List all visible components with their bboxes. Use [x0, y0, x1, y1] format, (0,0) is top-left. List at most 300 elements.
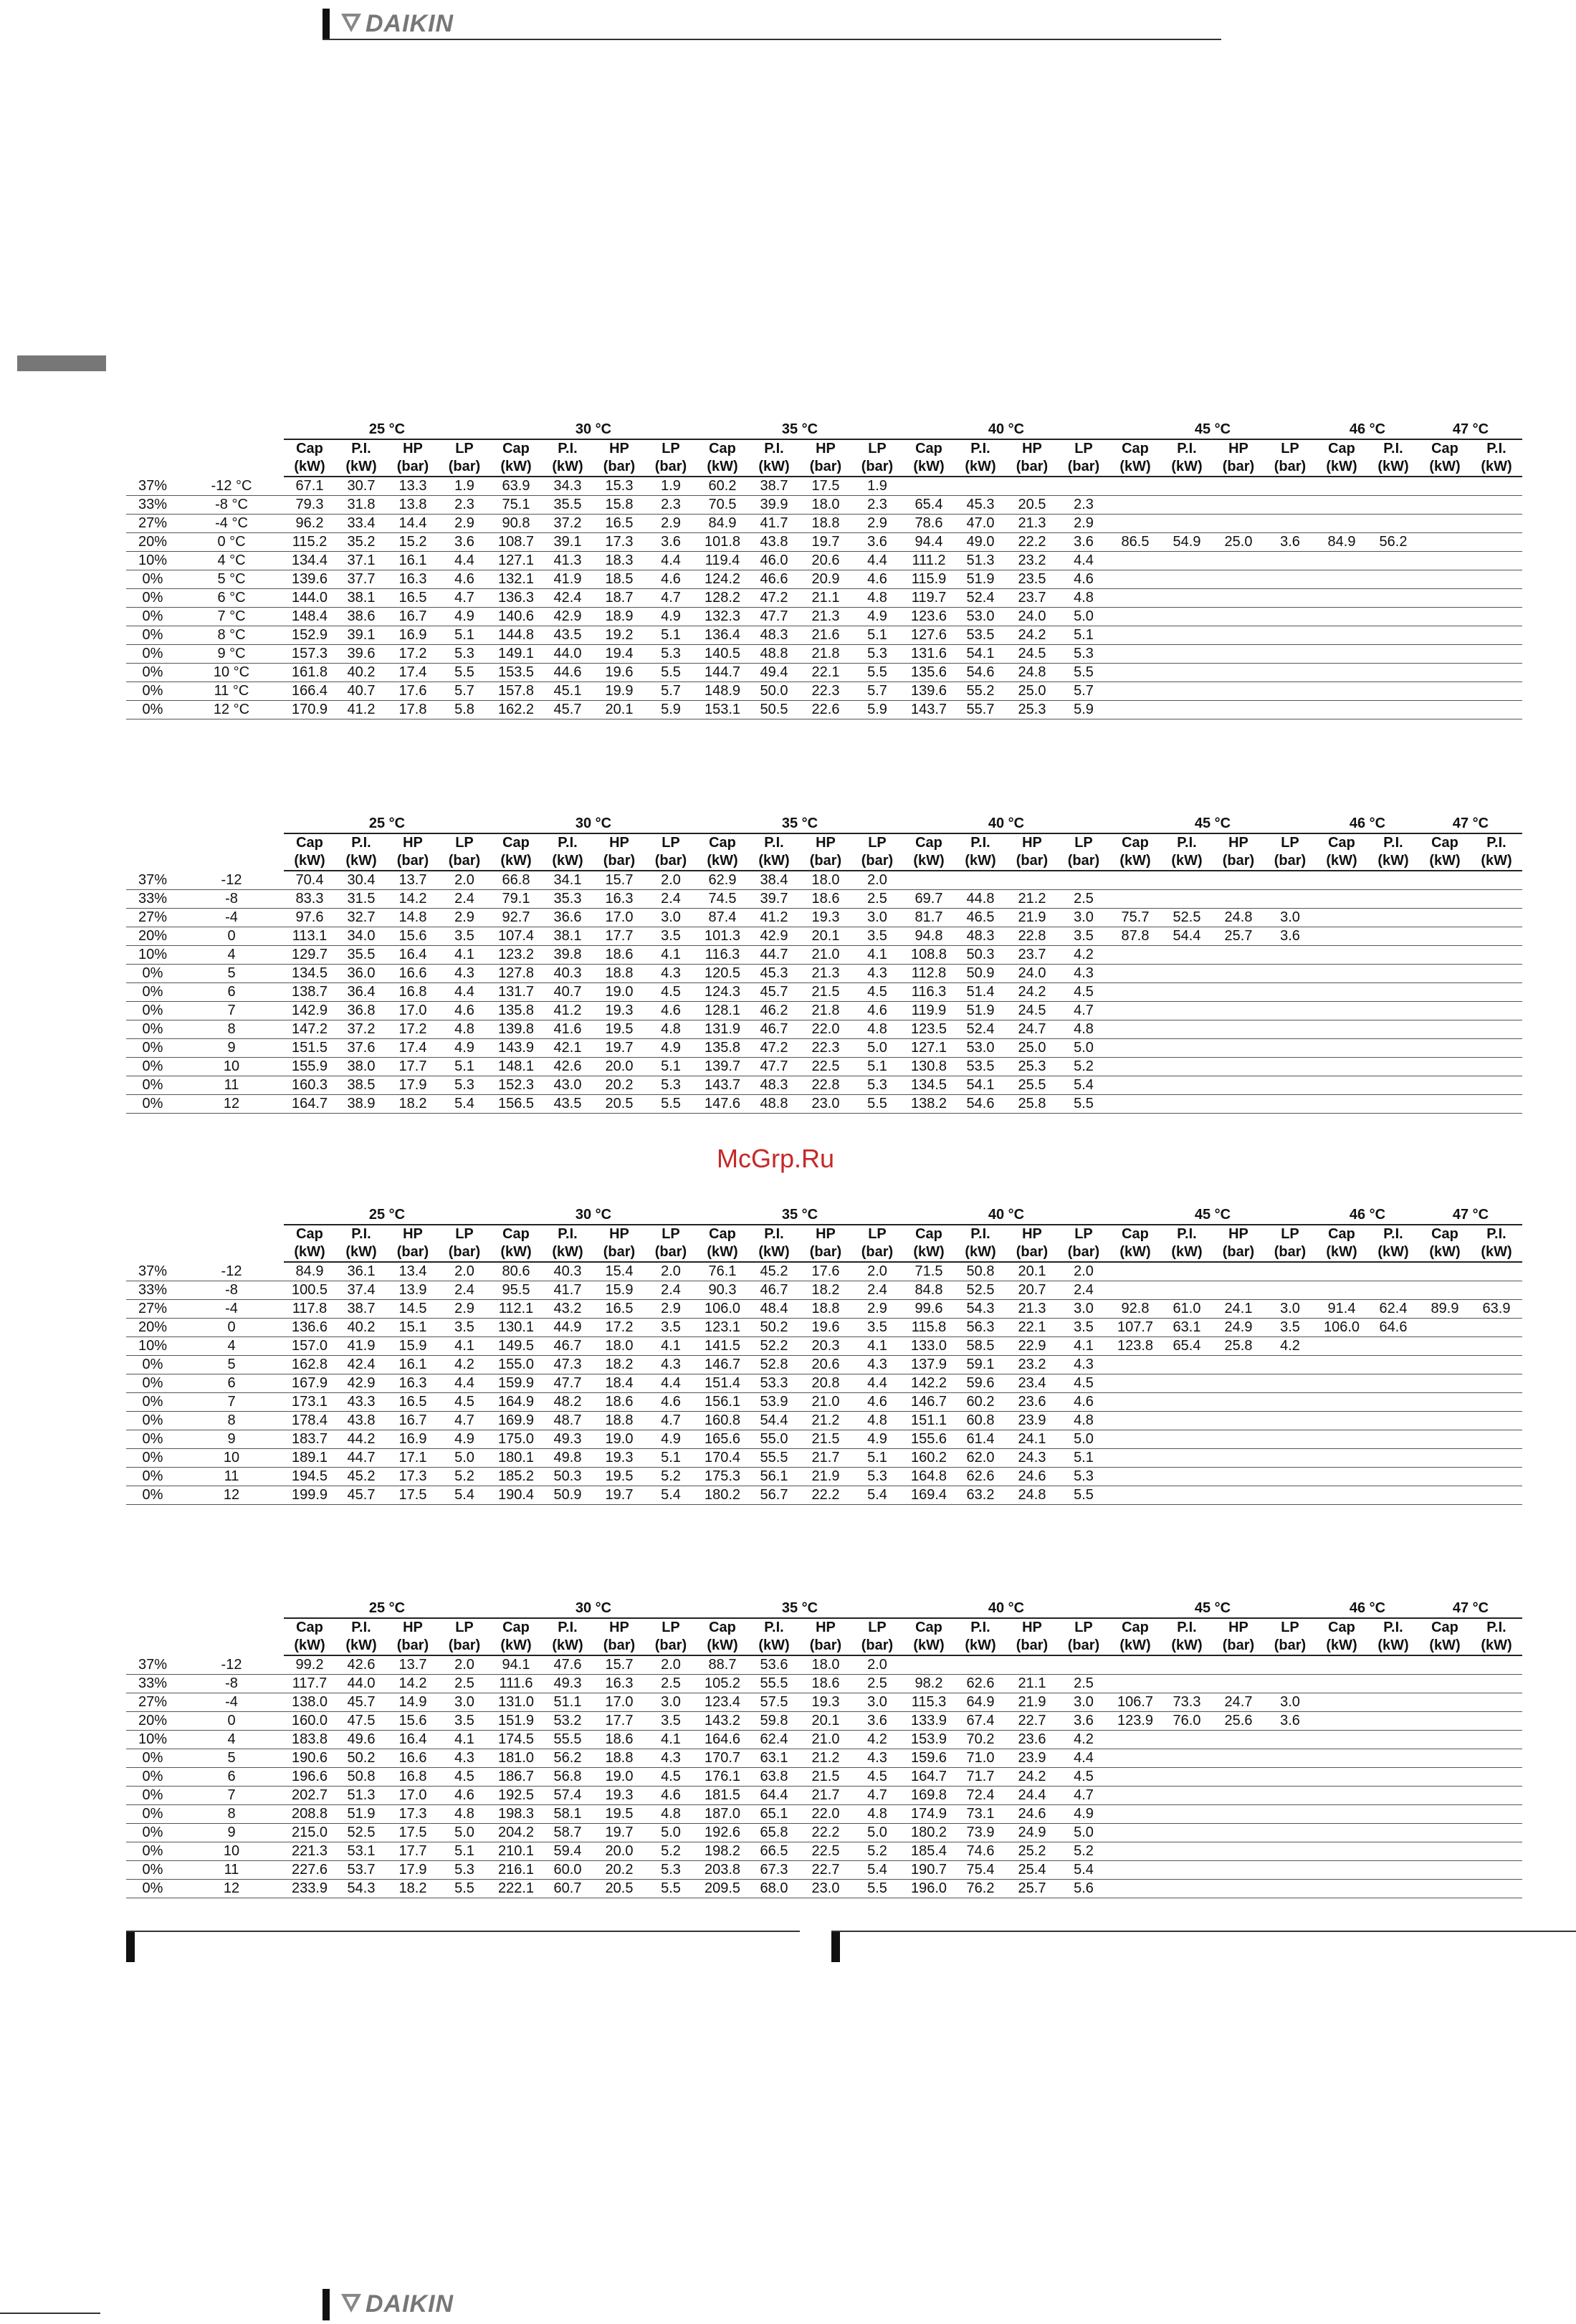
header-unit: (kW): [748, 1243, 800, 1262]
value-cell: [1264, 589, 1316, 608]
value-cell: 181.5: [697, 1787, 748, 1805]
value-cell: 51.4: [955, 983, 1006, 1002]
value-cell: 5.7: [851, 682, 903, 701]
value-cell: [1367, 645, 1419, 664]
value-cell: 153.5: [490, 664, 542, 682]
header-row-temperature: [126, 1206, 1576, 1225]
value-cell: [1316, 1749, 1367, 1768]
value-cell: [1161, 1449, 1213, 1468]
value-cell: 4.3: [645, 965, 697, 983]
value-cell: 21.5: [800, 1430, 851, 1449]
value-cell: 56.8: [542, 1768, 593, 1787]
value-cell: 21.0: [800, 1393, 851, 1412]
value-cell: 22.7: [1006, 1712, 1058, 1731]
value-cell: [1213, 1020, 1264, 1039]
value-cell: [1471, 1731, 1522, 1749]
value-cell: [1161, 570, 1213, 589]
value-cell: 4.7: [1058, 1787, 1109, 1805]
value-cell: 15.4: [593, 1262, 645, 1281]
value-cell: [1419, 1787, 1471, 1805]
value-cell: 65.1: [748, 1805, 800, 1824]
ambient-temp-cell: 10: [179, 1449, 284, 1468]
header-temperature: 35 °C: [697, 421, 903, 439]
value-cell: 15.6: [387, 927, 439, 946]
value-cell: [1109, 1039, 1161, 1058]
ambient-temp-cell: 0: [179, 1319, 284, 1337]
value-cell: 4.2: [439, 1356, 490, 1374]
value-cell: [1213, 965, 1264, 983]
header-temperature: 40 °C: [903, 421, 1109, 439]
ambient-temp-cell: 10: [179, 1842, 284, 1861]
value-cell: 16.5: [593, 515, 645, 533]
value-cell: 4.9: [645, 1430, 697, 1449]
header-temperature: 46 °C: [1316, 1206, 1419, 1225]
value-cell: 2.9: [851, 515, 903, 533]
value-cell: 16.5: [387, 1393, 439, 1412]
value-cell: 20.1: [1006, 1262, 1058, 1281]
value-cell: 47.7: [748, 1058, 800, 1076]
value-cell: 4.5: [1058, 983, 1109, 1002]
value-cell: [1367, 1356, 1419, 1374]
value-cell: 35.5: [542, 496, 593, 515]
value-cell: 76.1: [697, 1262, 748, 1281]
header-unit: (kW): [1161, 1637, 1213, 1655]
value-cell: [1316, 927, 1367, 946]
value-cell: 215.0: [284, 1824, 335, 1842]
value-cell: 175.3: [697, 1468, 748, 1486]
value-cell: 43.8: [748, 533, 800, 552]
value-cell: 164.7: [284, 1095, 335, 1114]
value-cell: [1264, 477, 1316, 496]
ambient-temp-cell: 4: [179, 1337, 284, 1356]
value-cell: [1471, 1412, 1522, 1430]
value-cell: 155.0: [490, 1356, 542, 1374]
value-cell: [1471, 701, 1522, 719]
value-cell: 4.7: [439, 1412, 490, 1430]
value-cell: 61.4: [955, 1430, 1006, 1449]
value-cell: 5.0: [645, 1824, 697, 1842]
value-cell: [1367, 1675, 1419, 1693]
value-cell: 24.2: [1006, 983, 1058, 1002]
ambient-temp-cell: 11: [179, 1861, 284, 1880]
value-cell: [1419, 589, 1471, 608]
value-cell: 4.6: [645, 570, 697, 589]
value-cell: [1367, 1281, 1419, 1300]
value-cell: 135.8: [490, 1002, 542, 1020]
value-cell: 22.0: [800, 1020, 851, 1039]
value-cell: 146.7: [903, 1393, 955, 1412]
table-row: [126, 1262, 1576, 1281]
value-cell: 20.1: [800, 1712, 851, 1731]
value-cell: 20.2: [593, 1861, 645, 1880]
value-cell: 2.0: [439, 871, 490, 890]
value-cell: 18.8: [593, 1412, 645, 1430]
value-cell: 2.4: [439, 1281, 490, 1300]
ambient-temp-cell: 0 °C: [179, 533, 284, 552]
value-cell: 202.7: [284, 1787, 335, 1805]
value-cell: 17.7: [387, 1058, 439, 1076]
value-cell: [1264, 1095, 1316, 1114]
value-cell: 2.3: [851, 496, 903, 515]
value-cell: 36.6: [542, 909, 593, 927]
value-cell: [1367, 1861, 1419, 1880]
load-percent-cell: 0%: [126, 1430, 179, 1449]
value-cell: [1419, 515, 1471, 533]
value-cell: [1213, 1675, 1264, 1693]
header-unit: (bar): [387, 1637, 439, 1655]
value-cell: 25.8: [1213, 1337, 1264, 1356]
value-cell: [1316, 909, 1367, 927]
value-cell: [1161, 1861, 1213, 1880]
value-cell: 139.6: [284, 570, 335, 589]
header-quantity: Cap: [915, 441, 942, 456]
header-quantity: Cap: [1431, 1226, 1458, 1242]
header-unit: (kW): [1367, 458, 1419, 477]
value-cell: 115.8: [903, 1319, 955, 1337]
value-cell: 161.8: [284, 664, 335, 682]
value-cell: [1367, 1655, 1419, 1675]
value-cell: 25.6: [1213, 1712, 1264, 1731]
value-cell: 50.3: [955, 946, 1006, 965]
value-cell: [1264, 1039, 1316, 1058]
header-unit: (kW): [490, 458, 542, 477]
value-cell: 123.2: [490, 946, 542, 965]
value-cell: [1367, 1076, 1419, 1095]
table-row: [126, 1693, 1576, 1712]
load-percent-cell: 0%: [126, 965, 179, 983]
table-row: [126, 1356, 1576, 1374]
header-quantity: P.I.: [1383, 441, 1403, 456]
value-cell: [1109, 645, 1161, 664]
value-cell: 52.5: [1161, 909, 1213, 927]
side-tab: [17, 355, 106, 371]
value-cell: 36.8: [335, 1002, 387, 1020]
value-cell: 156.1: [697, 1393, 748, 1412]
header-quantity: P.I.: [558, 1620, 578, 1635]
header-unit: (kW): [1316, 852, 1367, 871]
value-cell: 91.4: [1316, 1300, 1367, 1319]
header-unit: (kW): [1109, 458, 1161, 477]
header-unit: (kW): [1419, 852, 1471, 871]
value-cell: 42.9: [748, 927, 800, 946]
header-quantity: Cap: [1328, 1620, 1355, 1635]
value-cell: 131.9: [697, 1020, 748, 1039]
value-cell: 41.2: [748, 909, 800, 927]
load-percent-cell: 10%: [126, 1337, 179, 1356]
value-cell: 166.4: [284, 682, 335, 701]
value-cell: 16.3: [593, 1675, 645, 1693]
table-row: [126, 1675, 1576, 1693]
value-cell: [1264, 608, 1316, 626]
value-cell: 123.9: [1109, 1712, 1161, 1731]
value-cell: 25.2: [1006, 1842, 1058, 1861]
value-cell: 48.8: [748, 645, 800, 664]
value-cell: 62.0: [955, 1449, 1006, 1468]
value-cell: [1367, 1374, 1419, 1393]
value-cell: 20.5: [593, 1880, 645, 1898]
header-unit: (bar): [851, 852, 903, 871]
value-cell: [1367, 1880, 1419, 1898]
value-cell: 138.2: [903, 1095, 955, 1114]
header-quantity: P.I.: [1486, 835, 1506, 851]
value-cell: [1109, 890, 1161, 909]
value-cell: 164.8: [903, 1468, 955, 1486]
load-percent-cell: 0%: [126, 1486, 179, 1505]
value-cell: 123.5: [903, 1020, 955, 1039]
value-cell: [1316, 1430, 1367, 1449]
header-temperature: 25 °C: [284, 421, 490, 439]
value-cell: 35.2: [335, 533, 387, 552]
table-row: [126, 1300, 1576, 1319]
value-cell: 18.6: [593, 1393, 645, 1412]
value-cell: 3.5: [645, 927, 697, 946]
value-cell: [1316, 682, 1367, 701]
page-footer: [323, 2289, 1221, 2320]
header-row-quantity: [126, 1225, 1576, 1243]
header-quantity: LP: [1074, 835, 1093, 851]
value-cell: [1367, 927, 1419, 946]
header-unit: (kW): [903, 1637, 955, 1655]
value-cell: 153.9: [903, 1731, 955, 1749]
table-row: [126, 1861, 1576, 1880]
value-cell: 175.0: [490, 1430, 542, 1449]
value-cell: 17.7: [387, 1842, 439, 1861]
value-cell: [1471, 1787, 1522, 1805]
value-cell: 157.0: [284, 1337, 335, 1356]
value-cell: [1161, 608, 1213, 626]
value-cell: 48.3: [955, 927, 1006, 946]
value-cell: 199.9: [284, 1486, 335, 1505]
value-cell: 111.2: [903, 552, 955, 570]
value-cell: [1367, 1486, 1419, 1505]
header-quantity: Cap: [1328, 1226, 1355, 1242]
value-cell: 70.4: [284, 871, 335, 890]
header-unit: (bar): [851, 1637, 903, 1655]
value-cell: 4.9: [1058, 1805, 1109, 1824]
header-blank: [126, 1637, 284, 1655]
load-percent-cell: 0%: [126, 1393, 179, 1412]
value-cell: [1316, 1468, 1367, 1486]
value-cell: [1316, 645, 1367, 664]
value-cell: 16.4: [387, 1731, 439, 1749]
value-cell: 119.9: [903, 1002, 955, 1020]
value-cell: 4.3: [1058, 965, 1109, 983]
value-cell: [1471, 1768, 1522, 1787]
value-cell: 192.6: [697, 1824, 748, 1842]
value-cell: [1419, 1039, 1471, 1058]
value-cell: 40.3: [542, 1262, 593, 1281]
value-cell: 42.1: [542, 1039, 593, 1058]
value-cell: 17.7: [593, 1712, 645, 1731]
value-cell: [1213, 682, 1264, 701]
value-cell: 115.3: [903, 1693, 955, 1712]
value-cell: [1109, 1020, 1161, 1039]
load-percent-cell: 27%: [126, 515, 179, 533]
header-quantity: P.I.: [970, 835, 990, 851]
value-cell: 2.4: [439, 890, 490, 909]
value-cell: 130.1: [490, 1319, 542, 1337]
value-cell: [1264, 1020, 1316, 1039]
value-cell: 164.6: [697, 1731, 748, 1749]
value-cell: 5.1: [851, 626, 903, 645]
value-cell: 55.5: [748, 1449, 800, 1468]
value-cell: 43.8: [335, 1412, 387, 1430]
value-cell: 55.2: [955, 682, 1006, 701]
value-cell: [1109, 1095, 1161, 1114]
value-cell: 51.9: [955, 1002, 1006, 1020]
value-cell: 14.9: [387, 1693, 439, 1712]
value-cell: 18.0: [800, 496, 851, 515]
value-cell: 4.9: [645, 608, 697, 626]
value-cell: 2.3: [645, 496, 697, 515]
value-cell: 95.5: [490, 1281, 542, 1300]
value-cell: [1471, 1020, 1522, 1039]
value-cell: 41.7: [748, 515, 800, 533]
value-cell: [1419, 682, 1471, 701]
value-cell: 52.2: [748, 1337, 800, 1356]
value-cell: 174.9: [903, 1805, 955, 1824]
value-cell: 135.6: [903, 664, 955, 682]
ambient-temp-cell: -12: [179, 1655, 284, 1675]
value-cell: 5.5: [851, 664, 903, 682]
table-row: [126, 1002, 1576, 1020]
header-blank: [126, 1618, 284, 1637]
header-quantity: LP: [455, 835, 474, 851]
header-quantity: HP: [1022, 1226, 1042, 1242]
value-cell: 19.0: [593, 1768, 645, 1787]
value-cell: [1109, 1675, 1161, 1693]
header-quantity: Cap: [502, 441, 530, 456]
value-cell: [1316, 1039, 1367, 1058]
header-unit: (kW): [697, 1637, 748, 1655]
value-cell: [1471, 570, 1522, 589]
load-percent-cell: 10%: [126, 552, 179, 570]
header-unit: (bar): [800, 458, 851, 477]
value-cell: [1471, 1430, 1522, 1449]
value-cell: [1316, 1002, 1367, 1020]
value-cell: [1471, 965, 1522, 983]
header-quantity: LP: [1281, 441, 1299, 456]
value-cell: 36.1: [335, 1262, 387, 1281]
value-cell: 16.1: [387, 552, 439, 570]
value-cell: 53.0: [955, 608, 1006, 626]
header-unit: (bar): [851, 1243, 903, 1262]
value-cell: [1161, 645, 1213, 664]
value-cell: 5.2: [439, 1468, 490, 1486]
header-row-quantity: [126, 1618, 1576, 1637]
value-cell: [1419, 927, 1471, 946]
value-cell: 16.3: [387, 570, 439, 589]
value-cell: 21.1: [800, 589, 851, 608]
value-cell: [1109, 1058, 1161, 1076]
value-cell: 3.5: [645, 1319, 697, 1337]
value-cell: 106.0: [697, 1300, 748, 1319]
value-cell: [1419, 1486, 1471, 1505]
value-cell: 44.0: [542, 645, 593, 664]
value-cell: 67.3: [748, 1861, 800, 1880]
value-cell: 5.4: [1058, 1076, 1109, 1095]
value-cell: 5.4: [1058, 1861, 1109, 1880]
value-cell: [1367, 1449, 1419, 1468]
value-cell: 148.9: [697, 682, 748, 701]
value-cell: [1264, 1655, 1316, 1675]
value-cell: 4.4: [439, 1374, 490, 1393]
value-cell: 63.9: [1471, 1300, 1522, 1319]
value-cell: [1264, 515, 1316, 533]
header-quantity: LP: [662, 1620, 680, 1635]
value-cell: 31.5: [335, 890, 387, 909]
value-cell: [1264, 1880, 1316, 1898]
value-cell: [1161, 1842, 1213, 1861]
header-temperature: 40 °C: [903, 1206, 1109, 1225]
table-row: [126, 1430, 1576, 1449]
value-cell: 16.6: [387, 1749, 439, 1768]
header-unit: (bar): [1213, 458, 1264, 477]
value-cell: [1264, 1430, 1316, 1449]
value-cell: 3.0: [851, 909, 903, 927]
value-cell: 18.4: [593, 1374, 645, 1393]
value-cell: 4.5: [645, 1768, 697, 1787]
value-cell: [1471, 477, 1522, 496]
value-cell: [1264, 1768, 1316, 1787]
ambient-temp-cell: 9 °C: [179, 645, 284, 664]
value-cell: 20.5: [1006, 496, 1058, 515]
value-cell: [1471, 890, 1522, 909]
value-cell: 2.9: [439, 515, 490, 533]
value-cell: 41.2: [335, 701, 387, 719]
value-cell: 18.6: [800, 1675, 851, 1693]
header-quantity: Cap: [1122, 441, 1149, 456]
value-cell: 4.6: [851, 570, 903, 589]
value-cell: 4.5: [1058, 1374, 1109, 1393]
value-cell: 4.1: [439, 1731, 490, 1749]
table-row: [126, 552, 1576, 570]
value-cell: 3.0: [1264, 1693, 1316, 1712]
value-cell: [1161, 1731, 1213, 1749]
value-cell: 50.2: [748, 1319, 800, 1337]
value-cell: 17.0: [387, 1787, 439, 1805]
header-unit: (kW): [1471, 1243, 1522, 1262]
value-cell: 74.5: [697, 890, 748, 909]
header-quantity: HP: [1022, 835, 1042, 851]
value-cell: 38.1: [335, 589, 387, 608]
value-cell: 164.7: [903, 1768, 955, 1787]
value-cell: 5.3: [851, 645, 903, 664]
value-cell: 56.2: [1367, 533, 1419, 552]
header-unit: (bar): [1264, 1637, 1316, 1655]
value-cell: 5.3: [1058, 1468, 1109, 1486]
value-cell: 141.5: [697, 1337, 748, 1356]
value-cell: 15.9: [387, 1337, 439, 1356]
value-cell: [1316, 1675, 1367, 1693]
value-cell: 162.2: [490, 701, 542, 719]
load-percent-cell: 0%: [126, 1749, 179, 1768]
ambient-temp-cell: 11 °C: [179, 682, 284, 701]
value-cell: 17.5: [387, 1824, 439, 1842]
ambient-temp-cell: 9: [179, 1430, 284, 1449]
value-cell: 139.7: [697, 1058, 748, 1076]
value-cell: 124.2: [697, 570, 748, 589]
load-percent-cell: 33%: [126, 1675, 179, 1693]
value-cell: 46.7: [748, 1281, 800, 1300]
value-cell: 5.3: [851, 1468, 903, 1486]
header-row-unit: [126, 458, 1576, 477]
header-temperature: 30 °C: [490, 1206, 697, 1225]
value-cell: 17.4: [387, 1039, 439, 1058]
value-cell: [1161, 1805, 1213, 1824]
value-cell: [1471, 1281, 1522, 1300]
value-cell: [1058, 1655, 1109, 1675]
